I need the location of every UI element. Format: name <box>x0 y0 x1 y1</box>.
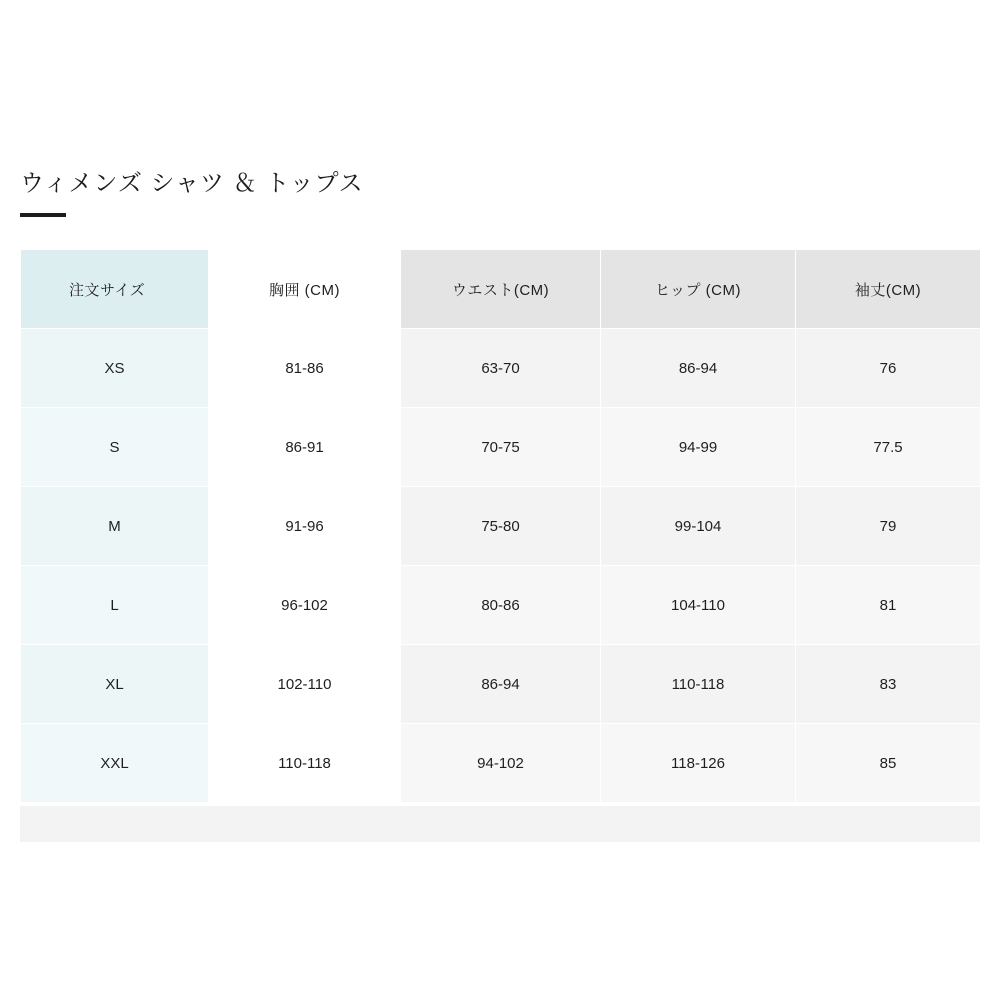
cell-hip: 86-94 <box>601 329 796 408</box>
table-body <box>21 329 981 803</box>
cell-chest: 102-110 <box>209 645 401 724</box>
cell-size: L <box>21 566 209 645</box>
table-bottom-strip <box>20 806 980 842</box>
cell-size: M <box>21 487 209 566</box>
cell-sleeve: 83 <box>796 645 981 724</box>
cell-hip: 94-99 <box>601 408 796 487</box>
table-row <box>21 645 981 724</box>
cell-chest: 81-86 <box>209 329 401 408</box>
cell-sleeve: 81 <box>796 566 981 645</box>
size-chart-table <box>20 249 981 803</box>
column-header-chest: 胸囲 (CM) <box>209 250 401 329</box>
table-header <box>21 250 981 329</box>
cell-chest: 91-96 <box>209 487 401 566</box>
cell-hip: 104-110 <box>601 566 796 645</box>
cell-waist: 94-102 <box>401 724 601 803</box>
table-header-row <box>21 250 981 329</box>
cell-sleeve: 76 <box>796 329 981 408</box>
cell-size: S <box>21 408 209 487</box>
cell-chest: 86-91 <box>209 408 401 487</box>
table-row <box>21 329 981 408</box>
cell-chest: 110-118 <box>209 724 401 803</box>
cell-sleeve: 85 <box>796 724 981 803</box>
table-row <box>21 724 981 803</box>
size-chart-content <box>20 168 980 803</box>
table-row <box>21 408 981 487</box>
cell-waist: 70-75 <box>401 408 601 487</box>
column-header-waist: ウエスト(CM) <box>401 250 601 329</box>
table-row <box>21 487 981 566</box>
cell-size: XS <box>21 329 209 408</box>
table-row <box>21 566 981 645</box>
title-underline-rule <box>20 213 66 217</box>
column-header-order-size: 注文サイズ <box>21 250 209 329</box>
cell-hip: 118-126 <box>601 724 796 803</box>
cell-hip: 110-118 <box>601 645 796 724</box>
cell-chest: 96-102 <box>209 566 401 645</box>
cell-waist: 80-86 <box>401 566 601 645</box>
cell-sleeve: 79 <box>796 487 981 566</box>
cell-hip: 99-104 <box>601 487 796 566</box>
column-header-hip: ヒップ (CM) <box>601 250 796 329</box>
column-header-sleeve: 袖丈(CM) <box>796 250 981 329</box>
page-title: ウィメンズ シャツ ＆ トップス <box>20 170 364 197</box>
cell-waist: 86-94 <box>401 645 601 724</box>
cell-waist: 75-80 <box>401 487 601 566</box>
cell-waist: 63-70 <box>401 329 601 408</box>
cell-sleeve: 77.5 <box>796 408 981 487</box>
cell-size: XXL <box>21 724 209 803</box>
cell-size: XL <box>21 645 209 724</box>
